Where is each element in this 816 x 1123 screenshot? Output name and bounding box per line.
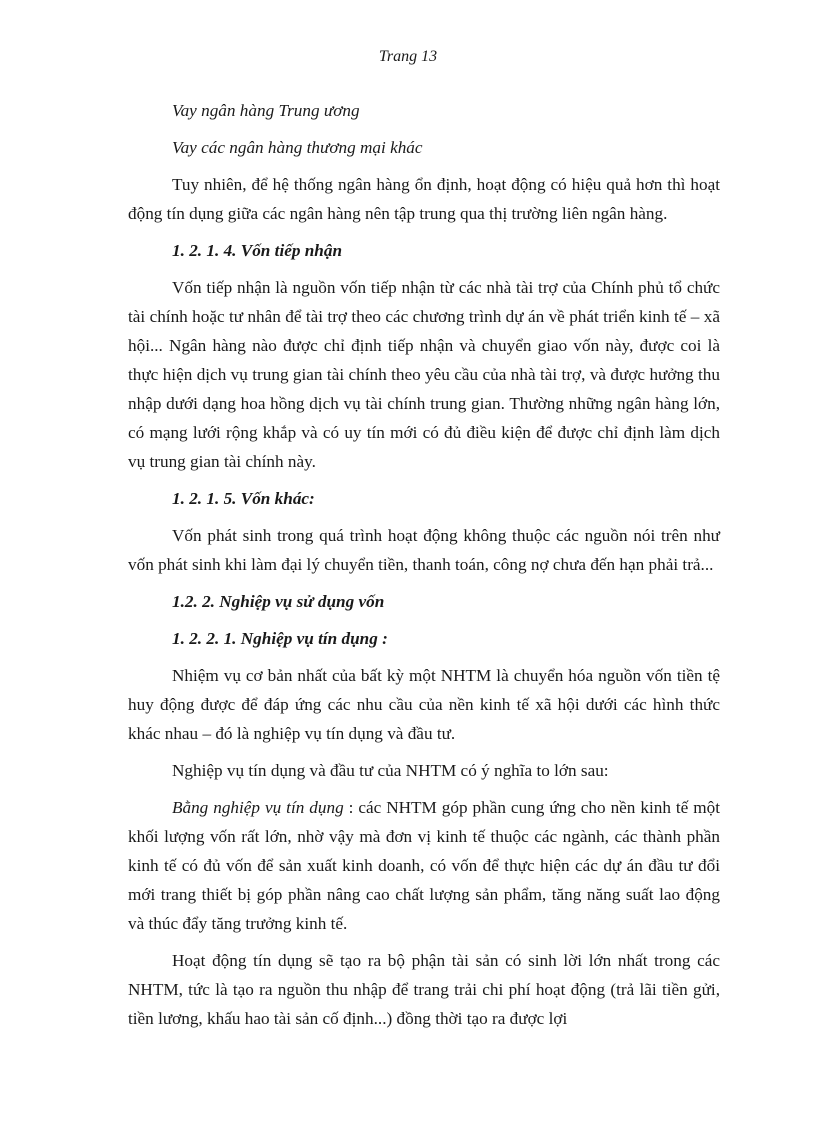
paragraph-received-capital: Vốn tiếp nhận là nguồn vốn tiếp nhận từ các nhà tài trợ của Chính phủ tổ chức tài chính hoặc tư nhân để tài trợ theo các chương trình dự án về phát triển kinh tế – xã hội... Ngân hàng nào được chỉ định tiếp nhận và chuyển giao vốn này, được coi là thực hiện dịch vụ trung gian tài chính theo yêu cầu của nhà tài trợ, và được hưởng thu nhập dưới dạng hoa hồng dịch vụ tài chính trung gian. Thường những ngân hàng lớn, có mạng lưới rộng khắp và có uy tín mới có đủ điều kiện để được chỉ định làm dịch vụ trung gian tài chính này.	[128, 278, 720, 471]
italic-lead-phrase: Bằng nghiệp vụ tín dụng	[172, 798, 344, 817]
page-number-header: Trang 13	[378, 48, 438, 65]
paragraph-credit-significance: Nghiệp vụ tín dụng và đầu tư của NHTM có ý nghĩa to lớn sau:	[172, 761, 609, 780]
page-body	[128, 96, 720, 1041]
paragraph-credit-benefits	[128, 793, 720, 938]
section-heading-received-capital: 1. 2. 1. 4. Vốn tiếp nhận	[172, 241, 343, 260]
section-heading-credit: 1. 2. 2. 1. Nghiệp vụ tín dụng :	[172, 629, 388, 648]
paragraph-credit-benefits-text: : các NHTM góp phần cung ứng cho nền kinh tế một khối lượng vốn rất lớn, nhờ vậy mà đơn vị kinh tế thuộc các ngành, các thành phần kinh tế có đủ vốn để sản xuất kinh doanh, có vốn để thực hiện các dự án đầu tư đổi mới trang thiết bị góp phần nâng cao chất lượng sản phẩm, tăng năng suất lao động và thúc đẩy tăng trưởng kinh tế.	[128, 798, 720, 933]
paragraph-credit-mission: Nhiệm vụ cơ bản nhất của bất kỳ một NHTM là chuyển hóa nguồn vốn tiền tệ huy động được để đáp ứng các nhu cầu của nền kinh tế xã hội dưới các hình thức khác nhau – đó là nghiệp vụ tín dụng và đầu tư.	[128, 666, 720, 743]
paragraph-credit-income: Hoạt động tín dụng sẽ tạo ra bộ phận tài sản có sinh lời lớn nhất trong các NHTM, tức là tạo ra nguồn thu nhập để trang trải chi phí hoạt động (trả lãi tiền gửi, tiền lương, khấu hao tài sản cố định...) đồng thời tạo ra được lợi	[128, 951, 720, 1028]
section-heading-capital-use: 1.2. 2. Nghiệp vụ sử dụng vốn	[172, 592, 385, 611]
list-line-commercial-banks: Vay các ngân hàng thương mại khác	[172, 138, 423, 157]
list-line-central-bank: Vay ngân hàng Trung ương	[172, 101, 360, 120]
section-heading-other-capital: 1. 2. 1. 5. Vốn khác:	[172, 489, 315, 508]
paragraph-other-capital: Vốn phát sinh trong quá trình hoạt động không thuộc các nguồn nói trên như vốn phát sinh khi làm đại lý chuyển tiền, thanh toán, công nợ chưa đến hạn phải trả...	[128, 526, 720, 574]
paragraph-interbank: Tuy nhiên, để hệ thống ngân hàng ổn định, hoạt động có hiệu quả hơn thì hoạt động tín dụng giữa các ngân hàng nên tập trung qua thị trường liên ngân hàng.	[128, 175, 720, 223]
